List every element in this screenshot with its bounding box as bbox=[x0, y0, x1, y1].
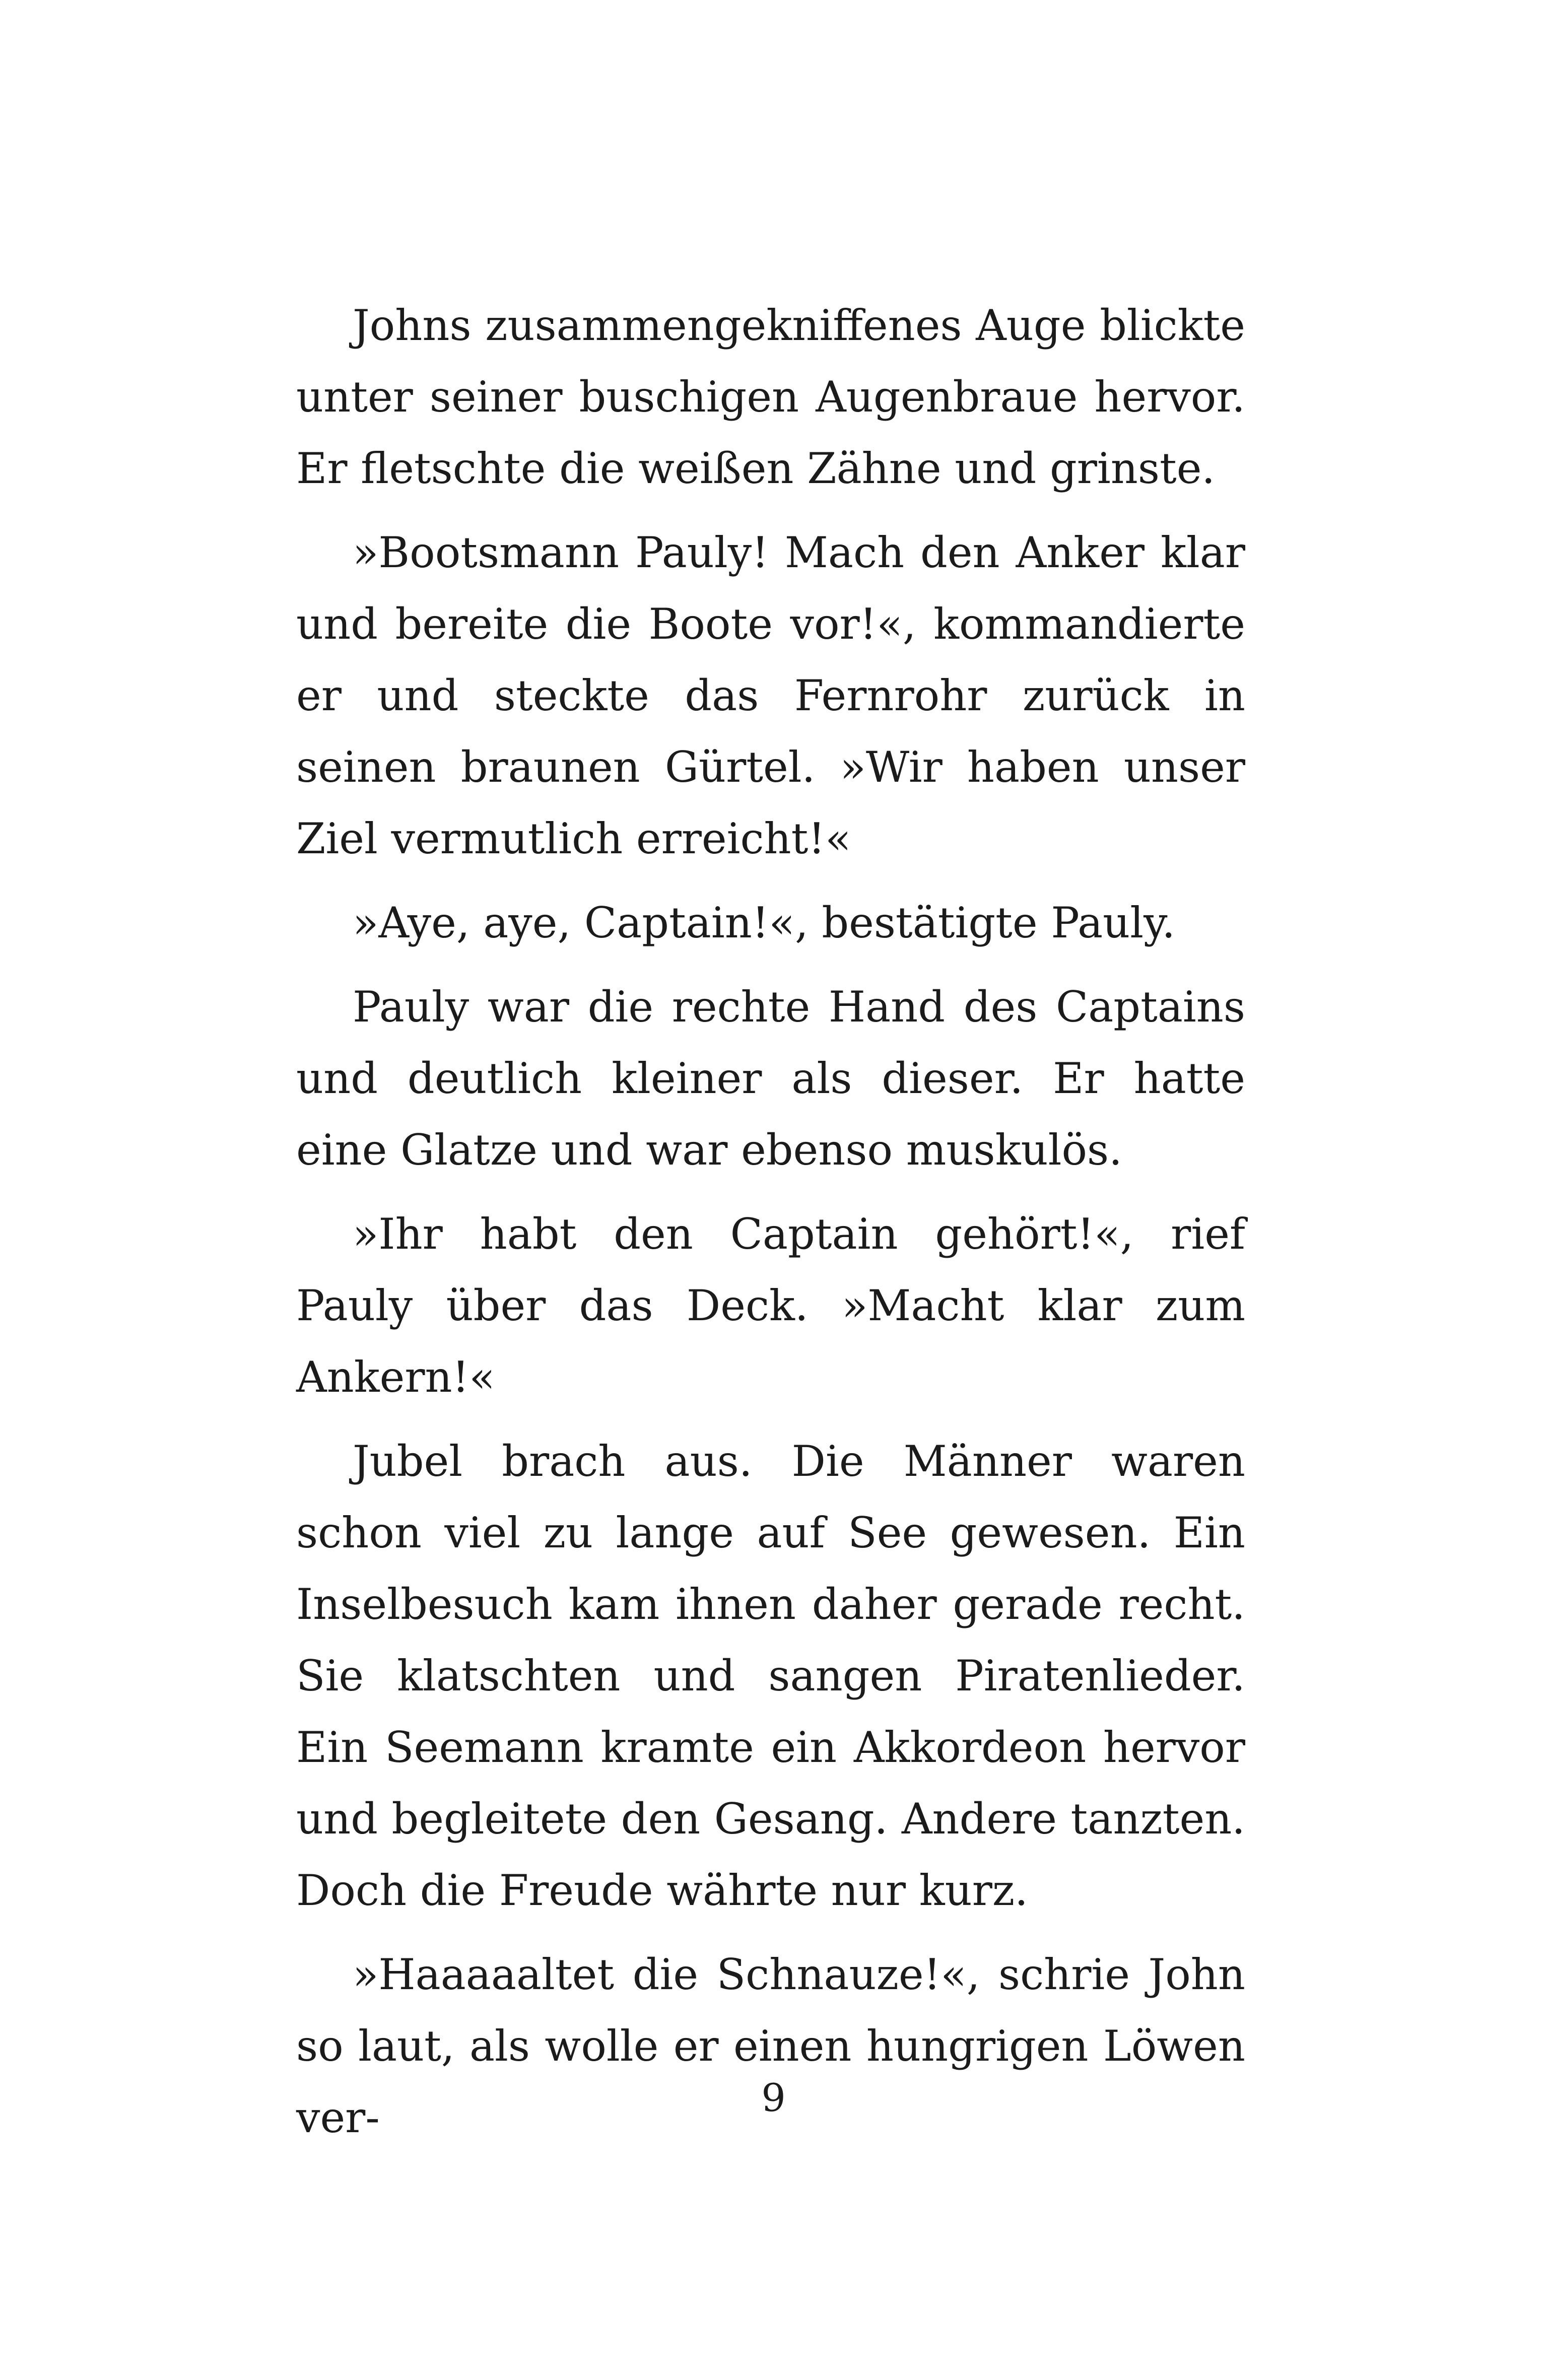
paragraph-7: »Haaaaaltet die Schnauze!«, schrie John so laut, als wolle er einen hungrigen Löwen ver- bbox=[296, 1950, 1245, 2142]
paragraph-2: »Bootsmann Pauly! Mach den Anker klar und bereite die Boote vor!«, kommandierte er und steckte das Fernrohr zurück in seinen braunen Gürtel. »Wir haben unser Ziel vermutlich erreicht!« bbox=[296, 528, 1245, 863]
paragraph-4: Pauly war die rechte Hand des Captains und deutlich kleiner als dieser. Er hatte eine Glatze und war ebenso muskulös. bbox=[296, 982, 1245, 1175]
paragraph-3: »Aye, aye, Captain!«, bestätigte Pauly. bbox=[353, 898, 1176, 947]
page-number: 9 bbox=[761, 2075, 786, 2120]
body-text bbox=[296, 290, 1245, 2166]
paragraph-5: »Ihr habt den Captain gehört!«, rief Pauly über das Deck. »Macht klar zum Ankern!« bbox=[296, 1209, 1245, 1402]
paragraph-1: Johns zusammengekniffenes Auge blickte unter seiner buschigen Augenbraue hervor. Er fletschte die weißen Zähne und grinste. bbox=[296, 301, 1245, 493]
paragraph-6: Jubel brach aus. Die Männer waren schon viel zu lange auf See gewesen. Ein Inselbesuch kam ihnen daher gerade recht. Sie klatschten und sangen Piratenlieder. Ein Seemann kramte ein Akkordeon hervor und begleitete den Gesang. Andere tanzten. Doch die Freude währte nur kurz. bbox=[296, 1437, 1245, 1915]
